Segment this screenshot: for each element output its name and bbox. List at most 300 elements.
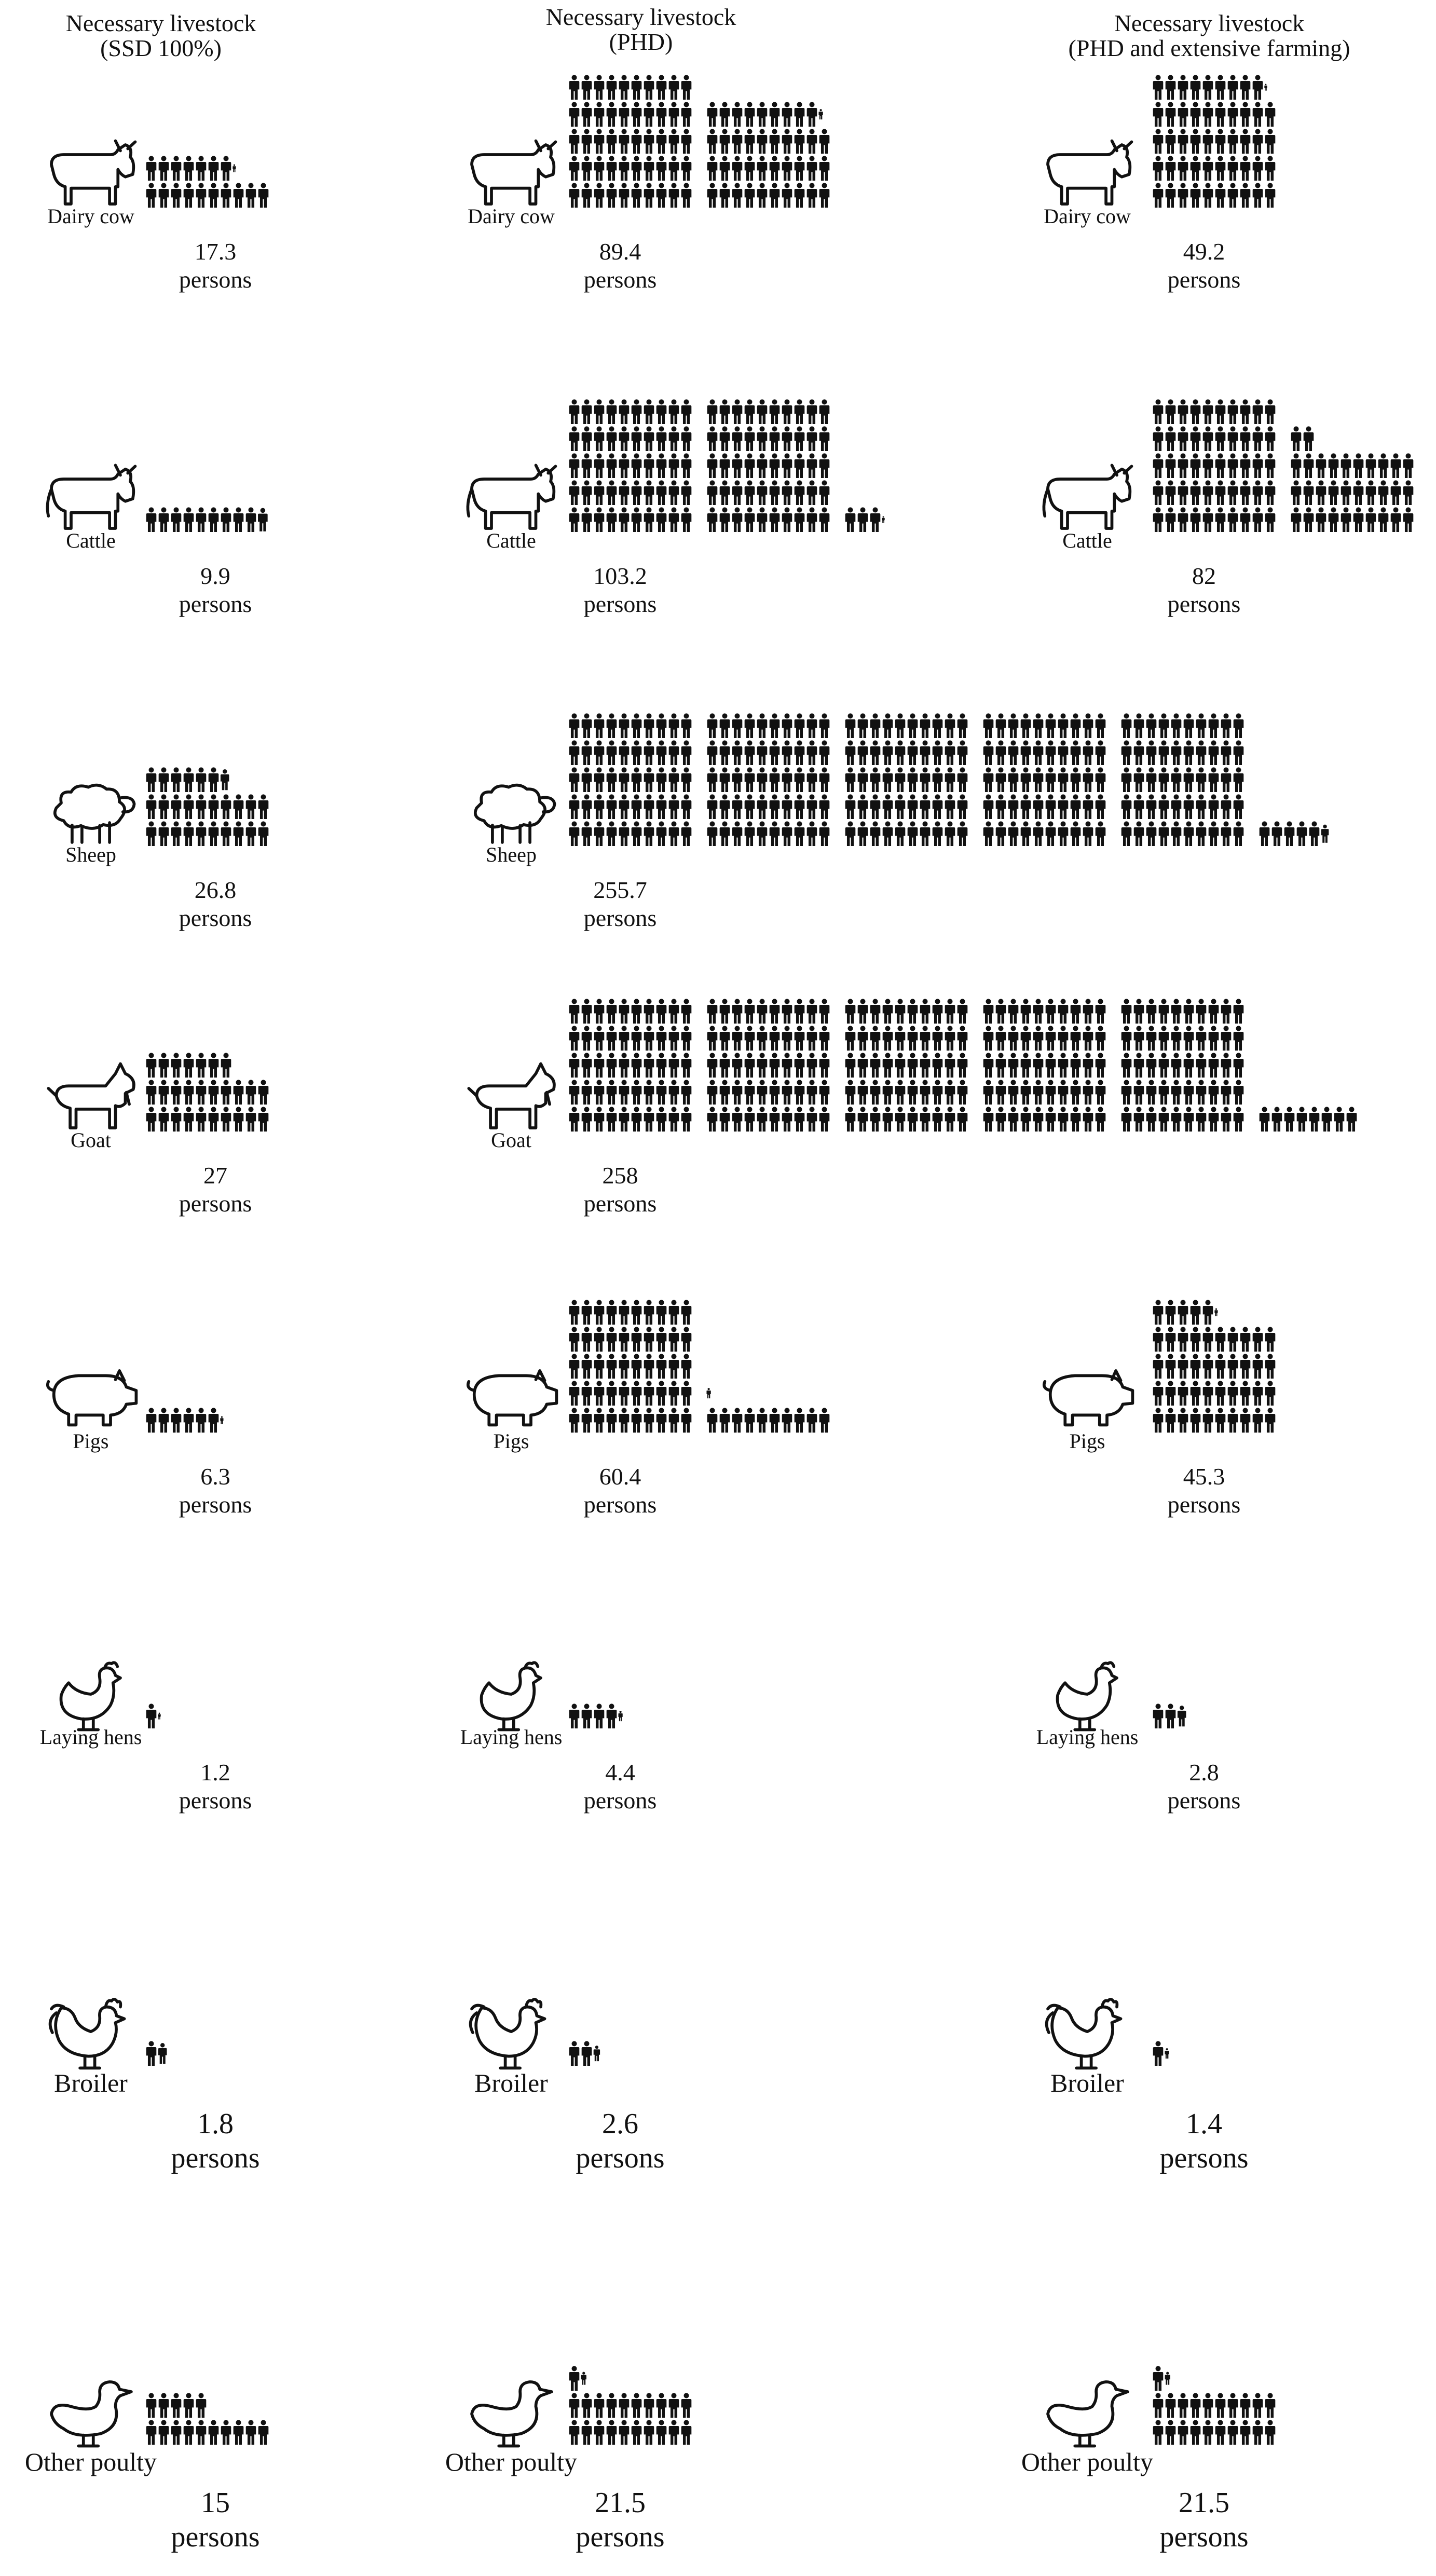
person-mark [1228, 102, 1238, 127]
person-mark [594, 713, 605, 738]
person-mark [1191, 1381, 1201, 1406]
person-mark [1240, 1354, 1251, 1379]
person-mark [619, 821, 630, 846]
person-mark [1122, 794, 1132, 819]
person-mark [782, 399, 792, 424]
person-mark [569, 767, 580, 792]
person-mark [720, 740, 730, 765]
person-mark [983, 821, 994, 846]
person-mark [594, 1703, 605, 1728]
person-mark [745, 129, 755, 154]
person-mark [644, 2420, 654, 2445]
person-mark [619, 102, 630, 127]
person-mark [569, 740, 580, 765]
person-mark [607, 821, 617, 846]
person-mark [1171, 1080, 1182, 1105]
person-mark [1178, 102, 1188, 127]
person-mark [594, 2420, 605, 2445]
person-mark [1083, 713, 1093, 738]
person-mark [1058, 1107, 1069, 1132]
person-mark [1203, 453, 1213, 478]
person-mark [669, 1107, 679, 1132]
person-mark [1046, 740, 1056, 765]
person-mark [1378, 507, 1389, 532]
person-mark [220, 1416, 223, 1424]
person-mark [845, 999, 856, 1024]
person-mark [234, 794, 244, 819]
person-mark [582, 794, 592, 819]
person-mark [1153, 102, 1164, 127]
person-mark [870, 740, 881, 765]
person-mark [1096, 1107, 1106, 1132]
person-mark [858, 1107, 868, 1132]
person-mark [632, 767, 642, 792]
person-mark [870, 1107, 881, 1132]
person-mark [1153, 507, 1164, 532]
person-mark [1033, 740, 1044, 765]
person-mark [1178, 1381, 1188, 1406]
unit-label: persons [583, 1787, 657, 1814]
person-mark [159, 1053, 169, 1078]
person-mark [858, 1026, 868, 1051]
unit-label: persons [1167, 1491, 1241, 1518]
person-mark [1203, 183, 1213, 208]
person-mark [594, 102, 605, 127]
person-mark [807, 794, 817, 819]
person-mark [883, 713, 893, 738]
person-mark [582, 183, 592, 208]
person-mark [1253, 183, 1263, 208]
person-mark [196, 2393, 207, 2418]
person-mark [1171, 1107, 1182, 1132]
person-mark [146, 183, 157, 208]
person-mark [1146, 1053, 1157, 1078]
person-mark [594, 1381, 605, 1406]
person-mark [1096, 740, 1106, 765]
person-mark [945, 767, 955, 792]
person-mark [745, 480, 755, 505]
person-mark [807, 1408, 817, 1433]
person-mark [632, 1080, 642, 1105]
person-mark [1046, 794, 1056, 819]
person-mark [807, 156, 817, 181]
person-mark [933, 1053, 943, 1078]
person-mark [770, 426, 780, 451]
person-mark [246, 183, 256, 208]
person-mark [196, 821, 207, 846]
person-mark [819, 156, 830, 181]
person-mark [146, 1703, 157, 1728]
person-mark [1228, 480, 1238, 505]
person-mark [594, 399, 605, 424]
person-mark [569, 156, 580, 181]
person-mark [845, 1026, 856, 1051]
person-mark [882, 516, 884, 523]
person-mark [1221, 740, 1232, 765]
person-mark [945, 821, 955, 846]
person-mark [795, 1026, 805, 1051]
person-mark [908, 821, 918, 846]
person-mark [569, 1080, 580, 1105]
person-mark [196, 1408, 207, 1433]
person-mark [569, 1381, 580, 1406]
person-mark [582, 1327, 592, 1352]
person-mark [1253, 399, 1263, 424]
person-mark [757, 1408, 768, 1433]
person-mark [819, 426, 830, 451]
person-mark [1033, 1080, 1044, 1105]
person-mark [707, 794, 718, 819]
person-mark [1215, 2393, 1226, 2418]
person-mark [1096, 767, 1106, 792]
person-mark [644, 426, 654, 451]
person-mark [1166, 453, 1176, 478]
animal-label: Broiler [54, 2068, 128, 2097]
person-mark [782, 156, 792, 181]
person-mark [1240, 2393, 1251, 2418]
unit-label: persons [576, 2521, 665, 2553]
person-mark [745, 399, 755, 424]
person-mark [958, 740, 968, 765]
person-mark [1153, 129, 1164, 154]
person-mark [1191, 1300, 1201, 1325]
animal-label: Cattle [1062, 529, 1112, 552]
person-mark [581, 2372, 586, 2385]
person-mark [681, 1026, 692, 1051]
person-mark [720, 1080, 730, 1105]
person-mark [732, 713, 743, 738]
person-mark [1265, 2393, 1276, 2418]
person-mark [569, 129, 580, 154]
hen-icon [1058, 1662, 1117, 1729]
person-mark [1341, 507, 1351, 532]
person-mark [657, 740, 667, 765]
person-mark [184, 2420, 194, 2445]
person-mark [1159, 794, 1169, 819]
person-mark [819, 821, 830, 846]
person-mark [1021, 999, 1031, 1024]
person-mark [757, 821, 768, 846]
person-mark [1153, 453, 1164, 478]
person-mark [569, 183, 580, 208]
person-mark [908, 1053, 918, 1078]
person-mark [1184, 740, 1194, 765]
person-mark [146, 1107, 157, 1132]
person-mark [632, 1381, 642, 1406]
person-mark [1203, 1300, 1213, 1325]
person-mark [920, 1107, 931, 1132]
person-mark [1122, 821, 1132, 846]
person-mark [1146, 713, 1157, 738]
person-mark [1215, 453, 1226, 478]
hen-icon [482, 1662, 541, 1729]
person-mark [770, 740, 780, 765]
person-mark [795, 1080, 805, 1105]
person-mark [657, 1300, 667, 1325]
person-mark [732, 740, 743, 765]
person-mark [1166, 1327, 1176, 1352]
value-label: 2.6 [602, 2108, 638, 2140]
person-mark [1153, 1300, 1164, 1325]
person-mark [1209, 1026, 1219, 1051]
person-mark [1153, 426, 1164, 451]
person-mark [159, 1107, 169, 1132]
person-mark [996, 1080, 1006, 1105]
person-mark [1209, 1053, 1219, 1078]
person-mark [569, 1408, 580, 1433]
person-mark [1191, 183, 1201, 208]
person-mark [146, 767, 157, 792]
person-mark [1221, 999, 1232, 1024]
person-mark [707, 1080, 718, 1105]
animal-label: Sheep [486, 843, 537, 866]
person-mark [1240, 102, 1251, 127]
person-mark [184, 1053, 194, 1078]
person-mark [607, 794, 617, 819]
goat-icon [48, 1064, 134, 1128]
unit-label: persons [1167, 1787, 1241, 1814]
person-mark [1221, 794, 1232, 819]
person-mark [1071, 740, 1081, 765]
person-mark [795, 999, 805, 1024]
person-mark [1178, 399, 1188, 424]
person-mark [171, 183, 182, 208]
person-mark [1316, 507, 1326, 532]
person-mark [681, 794, 692, 819]
person-mark [669, 1408, 679, 1433]
person-mark [1153, 1327, 1164, 1352]
person-mark [1215, 183, 1226, 208]
person-mark [246, 794, 256, 819]
person-mark [732, 129, 743, 154]
person-mark [757, 102, 768, 127]
person-mark [883, 740, 893, 765]
header-line2: (PHD) [609, 29, 673, 55]
person-mark [1191, 480, 1201, 505]
person-mark [1071, 1026, 1081, 1051]
person-mark [619, 507, 630, 532]
person-mark [657, 156, 667, 181]
person-mark [795, 1053, 805, 1078]
person-mark [146, 1080, 157, 1105]
person-mark [1240, 75, 1251, 100]
person-mark [644, 2393, 654, 2418]
person-mark [582, 1080, 592, 1105]
person-mark [1203, 1381, 1213, 1406]
person-mark [1391, 507, 1401, 532]
person-mark [171, 1107, 182, 1132]
value-label: 82 [1192, 563, 1216, 589]
person-mark [720, 399, 730, 424]
person-mark [669, 1327, 679, 1352]
person-mark [1265, 1327, 1276, 1352]
person-mark [745, 102, 755, 127]
person-mark [819, 794, 830, 819]
person-mark [644, 75, 654, 100]
person-mark [807, 426, 817, 451]
person-mark [607, 399, 617, 424]
person-mark [1178, 426, 1188, 451]
person-mark [1096, 999, 1106, 1024]
person-mark [681, 1107, 692, 1132]
person-mark [770, 480, 780, 505]
person-mark [757, 999, 768, 1024]
person-mark [607, 1354, 617, 1379]
person-mark [1329, 480, 1339, 505]
person-mark [196, 156, 207, 181]
person-mark [895, 1080, 906, 1105]
animal-label: Laying hens [1036, 1725, 1139, 1749]
person-mark [1178, 480, 1188, 505]
person-mark [720, 183, 730, 208]
person-mark [669, 129, 679, 154]
person-mark [594, 507, 605, 532]
person-mark [870, 767, 881, 792]
person-mark [720, 794, 730, 819]
person-mark [146, 821, 157, 846]
person-mark [795, 740, 805, 765]
person-mark [883, 999, 893, 1024]
person-mark [1228, 1354, 1238, 1379]
animal-label: Other poulty [445, 2447, 578, 2476]
person-mark [196, 2420, 207, 2445]
person-mark [782, 1408, 792, 1433]
person-mark [720, 1408, 730, 1433]
person-mark [246, 2420, 256, 2445]
person-mark [184, 794, 194, 819]
person-mark [221, 507, 231, 532]
person-mark [1153, 2366, 1164, 2391]
person-mark [770, 102, 780, 127]
person-mark [745, 426, 755, 451]
person-mark [184, 1107, 194, 1132]
person-mark [1046, 999, 1056, 1024]
unit-label: persons [576, 2142, 665, 2174]
person-mark [569, 2393, 580, 2418]
person-mark [619, 2393, 630, 2418]
person-mark [644, 1354, 654, 1379]
person-mark [619, 1053, 630, 1078]
person-mark [933, 1026, 943, 1051]
person-mark [908, 1026, 918, 1051]
person-mark [1178, 1706, 1186, 1726]
person-mark [945, 794, 955, 819]
person-mark [209, 156, 219, 181]
person-mark [1021, 1080, 1031, 1105]
person-mark [1122, 1026, 1132, 1051]
person-mark [607, 1080, 617, 1105]
person-mark [1234, 794, 1244, 819]
person-mark [908, 740, 918, 765]
person-mark [1008, 1080, 1019, 1105]
person-mark [1033, 821, 1044, 846]
person-mark [1191, 507, 1201, 532]
person-mark [1166, 399, 1176, 424]
person-mark [1253, 75, 1263, 100]
person-mark [258, 2420, 269, 2445]
person-mark [1378, 480, 1389, 505]
person-mark [1153, 2041, 1164, 2066]
person-mark [234, 1107, 244, 1132]
person-mark [1253, 2393, 1263, 2418]
person-mark [1260, 1107, 1270, 1132]
person-mark [782, 821, 792, 846]
person-mark [1171, 1053, 1182, 1078]
person-mark [883, 1080, 893, 1105]
person-mark [757, 426, 768, 451]
person-mark [1196, 713, 1207, 738]
person-mark [1184, 1053, 1194, 1078]
unit-label: persons [1159, 2521, 1249, 2553]
person-mark [1008, 794, 1019, 819]
person-mark [657, 2393, 667, 2418]
person-mark [669, 399, 679, 424]
person-mark [1159, 1026, 1169, 1051]
person-mark [707, 1053, 718, 1078]
person-mark [184, 1080, 194, 1105]
person-mark [1209, 1080, 1219, 1105]
person-mark [669, 453, 679, 478]
person-mark [770, 821, 780, 846]
bull-icon [1044, 465, 1131, 528]
person-mark [1253, 426, 1263, 451]
person-mark [845, 767, 856, 792]
person-mark [770, 713, 780, 738]
person-mark [1166, 2420, 1176, 2445]
person-mark [657, 75, 667, 100]
person-mark [1253, 1327, 1263, 1352]
person-mark [782, 713, 792, 738]
person-mark [234, 821, 244, 846]
person-mark [258, 508, 268, 531]
person-mark [1046, 1053, 1056, 1078]
person-mark [1033, 767, 1044, 792]
person-mark [209, 1408, 219, 1433]
person-mark [1178, 129, 1188, 154]
person-mark [883, 1053, 893, 1078]
person-mark [669, 183, 679, 208]
person-mark [958, 713, 968, 738]
bull-icon [468, 465, 555, 528]
person-mark [732, 794, 743, 819]
person-mark [1215, 399, 1226, 424]
person-mark [1272, 1107, 1282, 1132]
person-mark [1203, 129, 1213, 154]
person-mark [1265, 129, 1276, 154]
duck-icon [1048, 2382, 1128, 2446]
person-mark [1071, 1107, 1081, 1132]
hen-icon [61, 1662, 120, 1729]
person-mark [1134, 999, 1144, 1024]
person-mark [1297, 821, 1307, 846]
person-mark [883, 1107, 893, 1132]
person-mark [1353, 480, 1364, 505]
person-mark [720, 713, 730, 738]
person-mark [732, 1053, 743, 1078]
person-mark [795, 102, 805, 127]
person-mark [1203, 1327, 1213, 1352]
person-mark [644, 1381, 654, 1406]
person-mark [159, 2420, 169, 2445]
person-mark [782, 480, 792, 505]
person-mark [858, 1053, 868, 1078]
person-mark [920, 794, 931, 819]
person-mark [895, 1107, 906, 1132]
value-label: 60.4 [599, 1463, 641, 1490]
person-mark [1366, 480, 1376, 505]
person-mark [1058, 821, 1069, 846]
person-mark [1253, 156, 1263, 181]
